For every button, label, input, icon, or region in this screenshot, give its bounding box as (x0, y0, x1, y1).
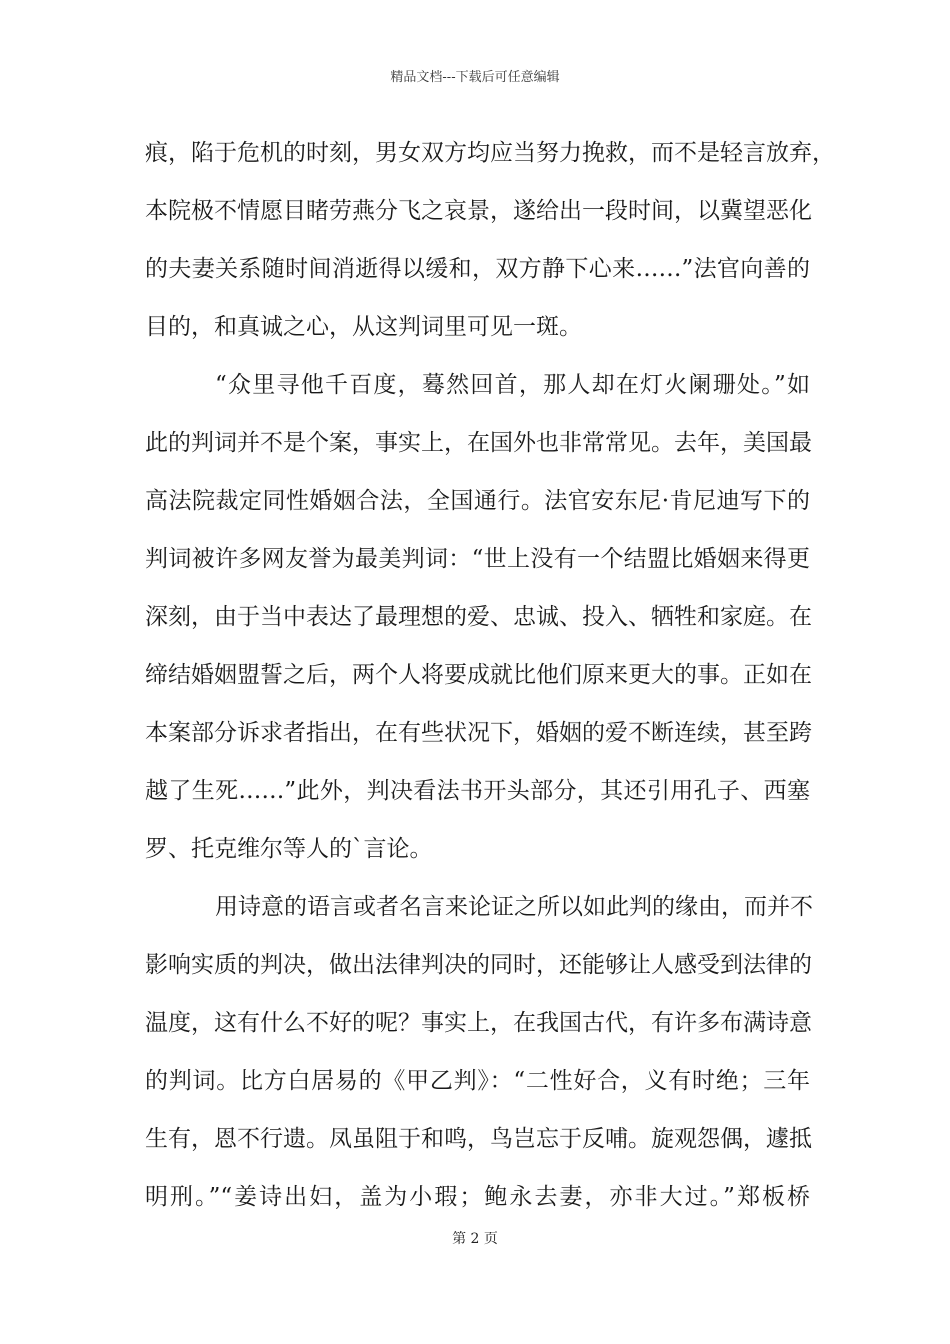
text-line: 判词被许多网友誉为最美判词：“世上没有一个结盟比婚姻来得更 (145, 546, 810, 572)
text-line: 温度，这有什么不好的呢？事实上，在我国古代，有许多布满诗意 (145, 1010, 812, 1036)
text-line: 本院极不情愿目睹劳燕分飞之哀景，遂给出一段时间，以冀望恶化 (145, 198, 812, 224)
text-line: 生有，恩不行遗。凤虽阻于和鸣，鸟岂忘于反哺。旋观怨偶，遽抵 (145, 1126, 812, 1152)
text-line: 越了生死……”此外，判决看法书开头部分，其还引用孔子、西塞 (145, 778, 810, 804)
text-line: 目的，和真诚之心，从这判词里可见一斑。 (145, 314, 582, 340)
text-line: 罗、托克维尔等人的`言论。 (145, 836, 433, 862)
text-line: 明刑。”“姜诗出妇，盖为小瑕；鲍永去妻，亦非大过。”郑板桥 (145, 1184, 810, 1210)
text-line: 此的判词并不是个案，事实上，在国外也非常常见。去年，美国最 (145, 430, 812, 456)
paragraph-start-line: “众里寻他千百度，蓦然回首，那人却在灯火阑珊处。”如 (215, 372, 810, 398)
paragraph-start-line: 用诗意的语言或者名言来论证之所以如此判的缘由，而并不 (215, 894, 813, 920)
text-line: 本案部分诉求者指出，在有些状况下，婚姻的爱不断连续，甚至跨 (145, 720, 812, 746)
page-number: 第 2 页 (452, 1231, 498, 1247)
text-line: 深刻，由于当中表达了最理想的爱、忠诚、投入、牺牲和家庭。在 (145, 604, 812, 630)
text-line: 痕，陷于危机的时刻，男女双方均应当努力挽救，而不是轻言放弃， (145, 140, 835, 166)
page-header: 精品文档---下载后可任意编辑 (390, 70, 560, 85)
text-line: 的夫妻关系随时间消逝得以缓和，双方静下心来……”法官向善的 (145, 256, 810, 282)
text-line: 高法院裁定同性婚姻合法，全国通行。法官安东尼·肯尼迪写下的 (145, 488, 810, 514)
text-line: 影响实质的判决，做出法律判决的同时，还能够让人感受到法律的 (145, 952, 812, 978)
text-line: 的判词。比方白居易的《甲乙判》：“二性好合，义有时绝；三年 (145, 1068, 810, 1094)
document-body (145, 136, 835, 1238)
text-line: 缔结婚姻盟誓之后，两个人将要成就比他们原来更大的事。正如在 (145, 662, 812, 688)
